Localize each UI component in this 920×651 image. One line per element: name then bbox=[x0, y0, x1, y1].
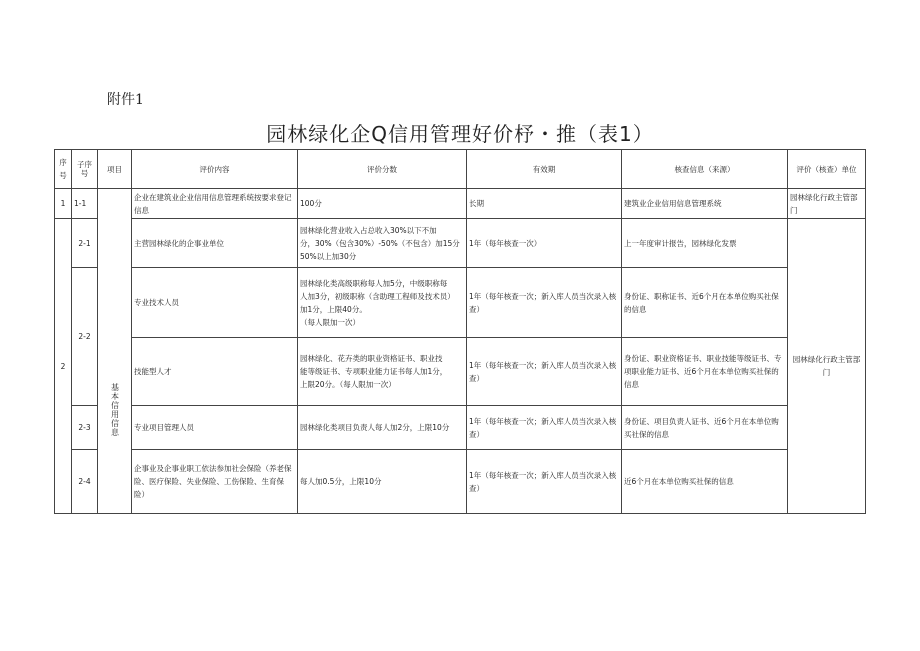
row23-content: 专业项目管理人员 bbox=[132, 406, 298, 450]
row22b-score bbox=[298, 338, 467, 406]
row22-score-line3: 加1分，上限40分。 bbox=[300, 304, 367, 314]
row21-verify: 上一年度审计报告，园林绿化发票 bbox=[622, 219, 788, 268]
row21-validity: 1年（每年核查一次） bbox=[467, 219, 622, 268]
table-row bbox=[55, 406, 866, 450]
row1-unit: 园林绿化行政主管部门 bbox=[788, 189, 866, 219]
row22-score-line2: 人加3分，初级职称（含助理工程师及技术员） bbox=[300, 291, 455, 301]
row21-content: 主营园林绿化的企事业单位 bbox=[132, 219, 298, 268]
header-content: 评价内容 bbox=[132, 150, 298, 189]
row21-score bbox=[298, 219, 467, 268]
row24-verify: 近6个月在本单位购买社保的信息 bbox=[622, 450, 788, 514]
header-seq: 序号 bbox=[55, 150, 72, 189]
row23-verify: 身份证、项目负责人证书、近6个月在本单位购买社保的信息 bbox=[622, 406, 788, 450]
row24-content: 企事业及企事业职工依法参加社会保险（养老保险、医疗保险、失业保险、工伤保险、生育保险） bbox=[132, 450, 298, 514]
row22b-score-line3: 上限20分。（每人限加一次） bbox=[300, 380, 396, 389]
row24-sub: 2-4 bbox=[72, 450, 98, 514]
table-row bbox=[55, 450, 866, 514]
row21-score-line3: 50%以上加30分 bbox=[300, 251, 357, 261]
table-header-row bbox=[55, 150, 866, 189]
row23-validity: 1年（每年核查一次；新入库人员当次录入核查） bbox=[467, 406, 622, 450]
header-sub-seq: 子序号 bbox=[72, 150, 98, 189]
row21-score-line1: 园林绿化营业收入占总收入30%以下不加 bbox=[300, 225, 437, 235]
row1-content: 企业在建筑业企业信用信息管理系统按要求登记信息 bbox=[132, 189, 298, 219]
page-title: 园林绿化企Q信用管理好价杼・推（表1） bbox=[266, 122, 654, 146]
row24-validity: 1年（每年核查一次；新入库人员当次录入核查） bbox=[467, 450, 622, 514]
header-score: 评价分数 bbox=[298, 150, 467, 189]
row22b-content: 技能型人才 bbox=[132, 338, 298, 406]
row22-sub: 2-2 bbox=[72, 268, 98, 406]
row22-score bbox=[298, 268, 467, 338]
row1-seq: 1 bbox=[55, 189, 72, 219]
row22-verify: 身份证、职称证书、近6个月在本单位购买社保的信息 bbox=[622, 268, 788, 338]
row1-score: 100分 bbox=[298, 189, 467, 219]
row1-sub: 1-1 bbox=[72, 189, 98, 219]
header-unit: 评价（核查）单位 bbox=[788, 150, 866, 189]
header-item: 项目 bbox=[98, 150, 132, 189]
row22b-score-line2: 能等级证书、专项职业能力证书每人加1分， bbox=[300, 367, 448, 376]
row22-score-line1: 园林绿化类高级职称每人加5分，中级职称每 bbox=[300, 278, 448, 288]
group2-seq: 2 bbox=[55, 219, 72, 514]
evaluation-table bbox=[54, 149, 866, 514]
row23-score: 园林绿化类项目负责人每人加2分，上限10分 bbox=[298, 406, 467, 450]
item-basic-credit: 基本信用信息 bbox=[110, 383, 120, 437]
row22-validity: 1年（每年核查一次；新入库人员当次录入核查） bbox=[467, 268, 622, 338]
row22b-verify: 身份证、职业资格证书、职业技能等级证书、专项职业能力证书、近6个月在本单位购买社保的信息 bbox=[622, 338, 788, 406]
table-row bbox=[55, 189, 866, 219]
group2-unit: 园林绿化行政主管部门 bbox=[788, 219, 866, 514]
table-row bbox=[55, 338, 866, 406]
header-verify: 核查信息（来源） bbox=[622, 150, 788, 189]
row21-sub: 2-1 bbox=[72, 219, 98, 268]
item-cell bbox=[98, 189, 132, 514]
attachment-label: 附件1 bbox=[107, 92, 144, 108]
row22b-validity: 1年（每年核查一次；新入库人员当次录入核查） bbox=[467, 338, 622, 406]
row1-verify: 建筑业企业信用信息管理系统 bbox=[622, 189, 788, 219]
row22-content: 专业技术人员 bbox=[132, 268, 298, 338]
row22b-score-line1: 园林绿化、花卉类的职业资格证书、职业技 bbox=[300, 354, 443, 363]
table-row bbox=[55, 268, 866, 338]
row24-score: 每人加0.5分，上限10分 bbox=[298, 450, 467, 514]
row21-score-line2: 分，30%（包含30%）-50%（不包含）加15分 bbox=[300, 238, 460, 248]
table-row bbox=[55, 219, 866, 268]
row23-sub: 2-3 bbox=[72, 406, 98, 450]
row22-score-line4: （每人限加一次） bbox=[300, 317, 360, 327]
row1-validity: 长期 bbox=[467, 189, 622, 219]
header-validity: 有效期 bbox=[467, 150, 622, 189]
